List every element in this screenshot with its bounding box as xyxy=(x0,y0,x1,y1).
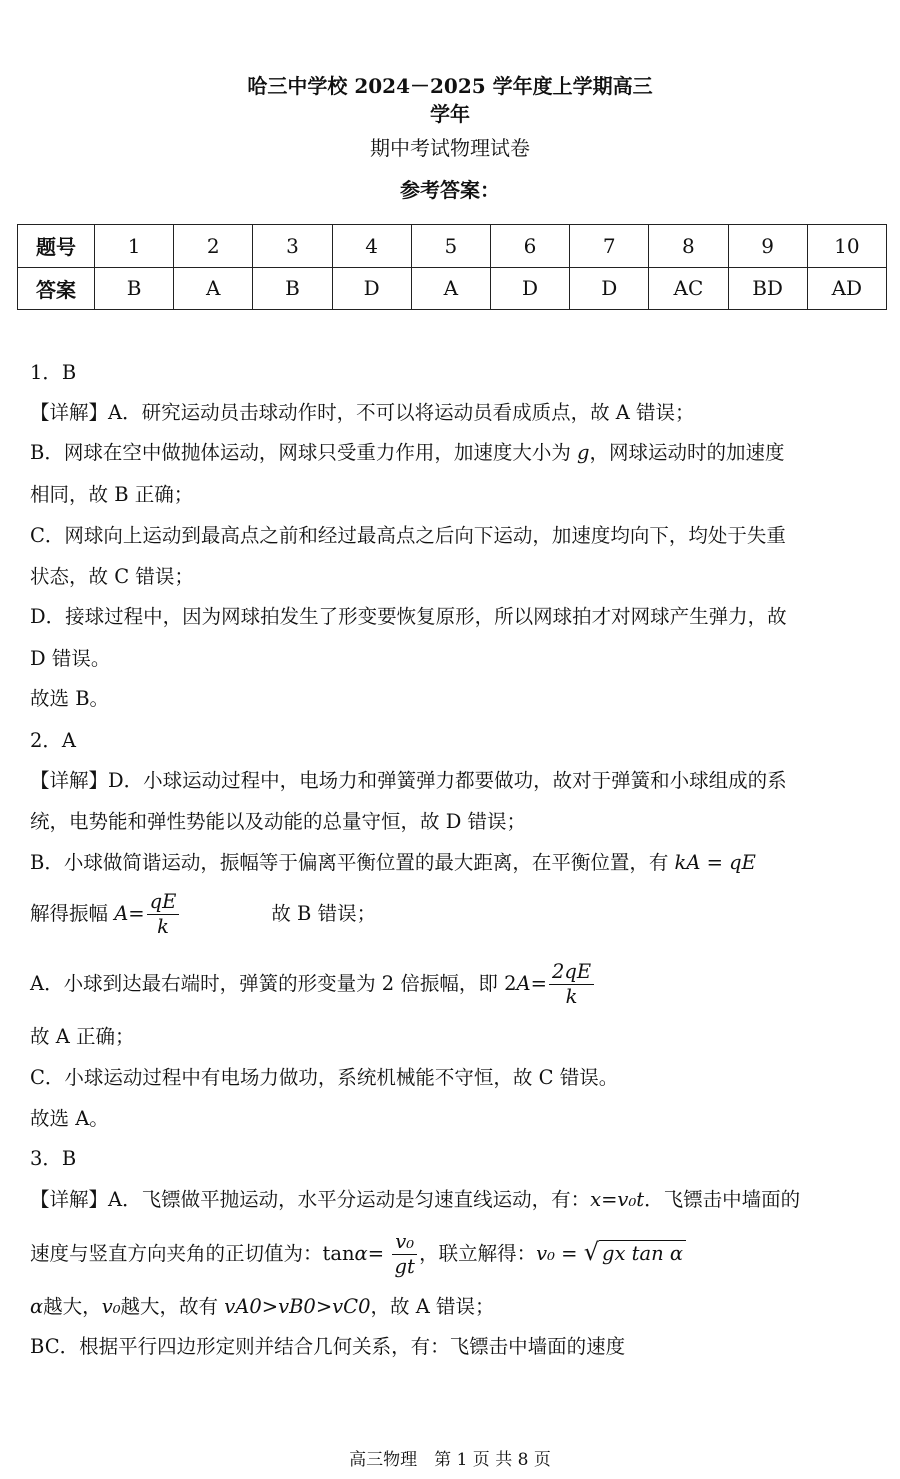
text-line: 状态，故 C 错误； xyxy=(30,565,194,588)
table-cell: 3 xyxy=(253,225,332,268)
table-cell: 4 xyxy=(332,225,411,268)
math-sqrt: gx tan α xyxy=(599,1240,686,1267)
text-run: A．小球到达最右端时，弹簧的形变量为 2 倍振幅，即 2 xyxy=(30,972,517,995)
math-formula: kA = qE xyxy=(674,851,756,874)
table-row xyxy=(18,225,887,268)
table-cell: 8 xyxy=(649,225,728,268)
text-run: 解得振幅 xyxy=(30,902,115,925)
text-line: 故选 A。 xyxy=(30,1107,109,1130)
question-heading: 1．B xyxy=(30,361,77,384)
text-line xyxy=(30,1222,686,1284)
text-run: ，联立解得： xyxy=(419,1242,537,1265)
math-eq: = xyxy=(367,1242,391,1265)
math-var: v₀ = xyxy=(536,1242,584,1265)
page-footer: 高三物理 第 1 页 共 8 页 xyxy=(349,1450,551,1470)
math-var: A xyxy=(114,902,129,925)
answer-table xyxy=(17,224,887,310)
math-eq: = xyxy=(530,972,547,995)
text-run: B．网球在空中做抛体运动，网球只受重力作用，加速度大小为 xyxy=(30,441,578,464)
math-var: g xyxy=(577,441,590,464)
text-line xyxy=(30,438,785,468)
text-line xyxy=(30,1185,800,1215)
math-formula: vA0>vB0>vC0 xyxy=(224,1295,371,1318)
text-line: 【详解】A．研究运动员击球动作时，不可以将运动员看成质点，故 A 错误； xyxy=(30,401,695,424)
text-line xyxy=(30,1292,495,1322)
table-cell: D xyxy=(570,267,649,310)
math-var: α xyxy=(354,1242,368,1265)
table-cell: B xyxy=(253,267,332,310)
table-cell: A xyxy=(411,267,490,310)
table-cell: D xyxy=(332,267,411,310)
table-cell: 9 xyxy=(728,225,807,268)
text-line: C．小球运动过程中有电场力做功，系统机械能不守恒，故 C 错误。 xyxy=(30,1066,619,1089)
text-line: 故 A 正确； xyxy=(30,1025,135,1048)
text-run: B．小球做简谐运动，振幅等于偏离平衡位置的最大距离，在平衡位置，有 xyxy=(30,851,675,874)
table-cell: AC xyxy=(649,267,728,310)
math-var: A xyxy=(516,972,531,995)
fraction-numerator: v₀ xyxy=(392,1230,417,1255)
math-var: v₀ xyxy=(101,1295,121,1318)
text-run: ，网球运动时的加速度 xyxy=(589,441,785,464)
fraction-denominator: k xyxy=(565,985,578,1008)
text-line xyxy=(30,884,376,944)
row-label-answer: 答案 xyxy=(18,267,95,310)
text-run: 越大，故有 xyxy=(120,1295,225,1318)
text-run: ．飞镖击中墙面的 xyxy=(644,1188,801,1211)
math-var: α xyxy=(30,1295,44,1318)
table-row xyxy=(18,267,887,310)
table-cell: B xyxy=(95,267,174,310)
text-line: D 错误。 xyxy=(30,647,111,670)
math-eq: = xyxy=(128,902,145,925)
page-title: 哈三中学校 2024－2025 学年度上学期高三 xyxy=(247,74,653,98)
page-title-cont: 学年 xyxy=(430,102,470,126)
text-line: 统，电势能和弹性势能以及动能的总量守恒，故 D 错误； xyxy=(30,810,527,833)
table-cell: AD xyxy=(807,267,886,310)
page-subtitle: 期中考试物理试卷 xyxy=(370,136,530,160)
table-cell: D xyxy=(490,267,569,310)
table-cell: 7 xyxy=(570,225,649,268)
text-line: C．网球向上运动到最高点之前和经过最高点之后向下运动，加速度均向下，均处于失重 xyxy=(30,524,786,547)
fraction-numerator: qE xyxy=(147,890,180,915)
fraction-denominator: gt xyxy=(394,1255,415,1278)
table-cell: 2 xyxy=(174,225,253,268)
text-run: ，故 A 错误； xyxy=(370,1295,495,1318)
answer-heading: 参考答案： xyxy=(400,178,500,202)
text-line: 相同，故 B 正确； xyxy=(30,483,194,506)
math-fraction xyxy=(147,890,180,939)
sqrt-sign: √ xyxy=(583,1238,599,1266)
text-line: 【详解】D．小球运动过程中，电场力和弹簧弹力都要做功，故对于弹簧和小球组成的系 xyxy=(30,769,787,792)
math-formula: x=v₀t xyxy=(590,1188,645,1211)
math-fraction xyxy=(392,1230,417,1279)
text-line xyxy=(30,848,756,878)
text-run: 速度与竖直方向夹角的正切值为：tan xyxy=(30,1242,355,1265)
text-run: 故 B 错误； xyxy=(271,902,377,925)
text-line: BC．根据平行四边形定则并结合几何关系，有：飞镖击中墙面的速度 xyxy=(30,1335,626,1358)
table-cell: 6 xyxy=(490,225,569,268)
question-heading: 2．A xyxy=(30,729,76,752)
text-line: 故选 B。 xyxy=(30,687,110,710)
text-run: 越大， xyxy=(43,1295,102,1318)
text-line xyxy=(30,954,596,1014)
table-cell: 5 xyxy=(411,225,490,268)
fraction-denominator: k xyxy=(157,915,169,938)
row-label-number: 题号 xyxy=(18,225,95,268)
text-line: D．接球过程中，因为网球拍发生了形变要恢复原形，所以网球拍才对网球产生弹力，故 xyxy=(30,605,787,628)
question-heading: 3．B xyxy=(30,1147,77,1170)
fraction-numerator: 2qE xyxy=(549,960,594,985)
table-cell: BD xyxy=(728,267,807,310)
text-run: 【详解】A．飞镖做平抛运动，水平分运动是匀速直线运动，有： xyxy=(30,1188,591,1211)
table-cell: A xyxy=(174,267,253,310)
table-cell: 1 xyxy=(95,225,174,268)
math-fraction xyxy=(549,960,594,1009)
table-cell: 10 xyxy=(807,225,886,268)
